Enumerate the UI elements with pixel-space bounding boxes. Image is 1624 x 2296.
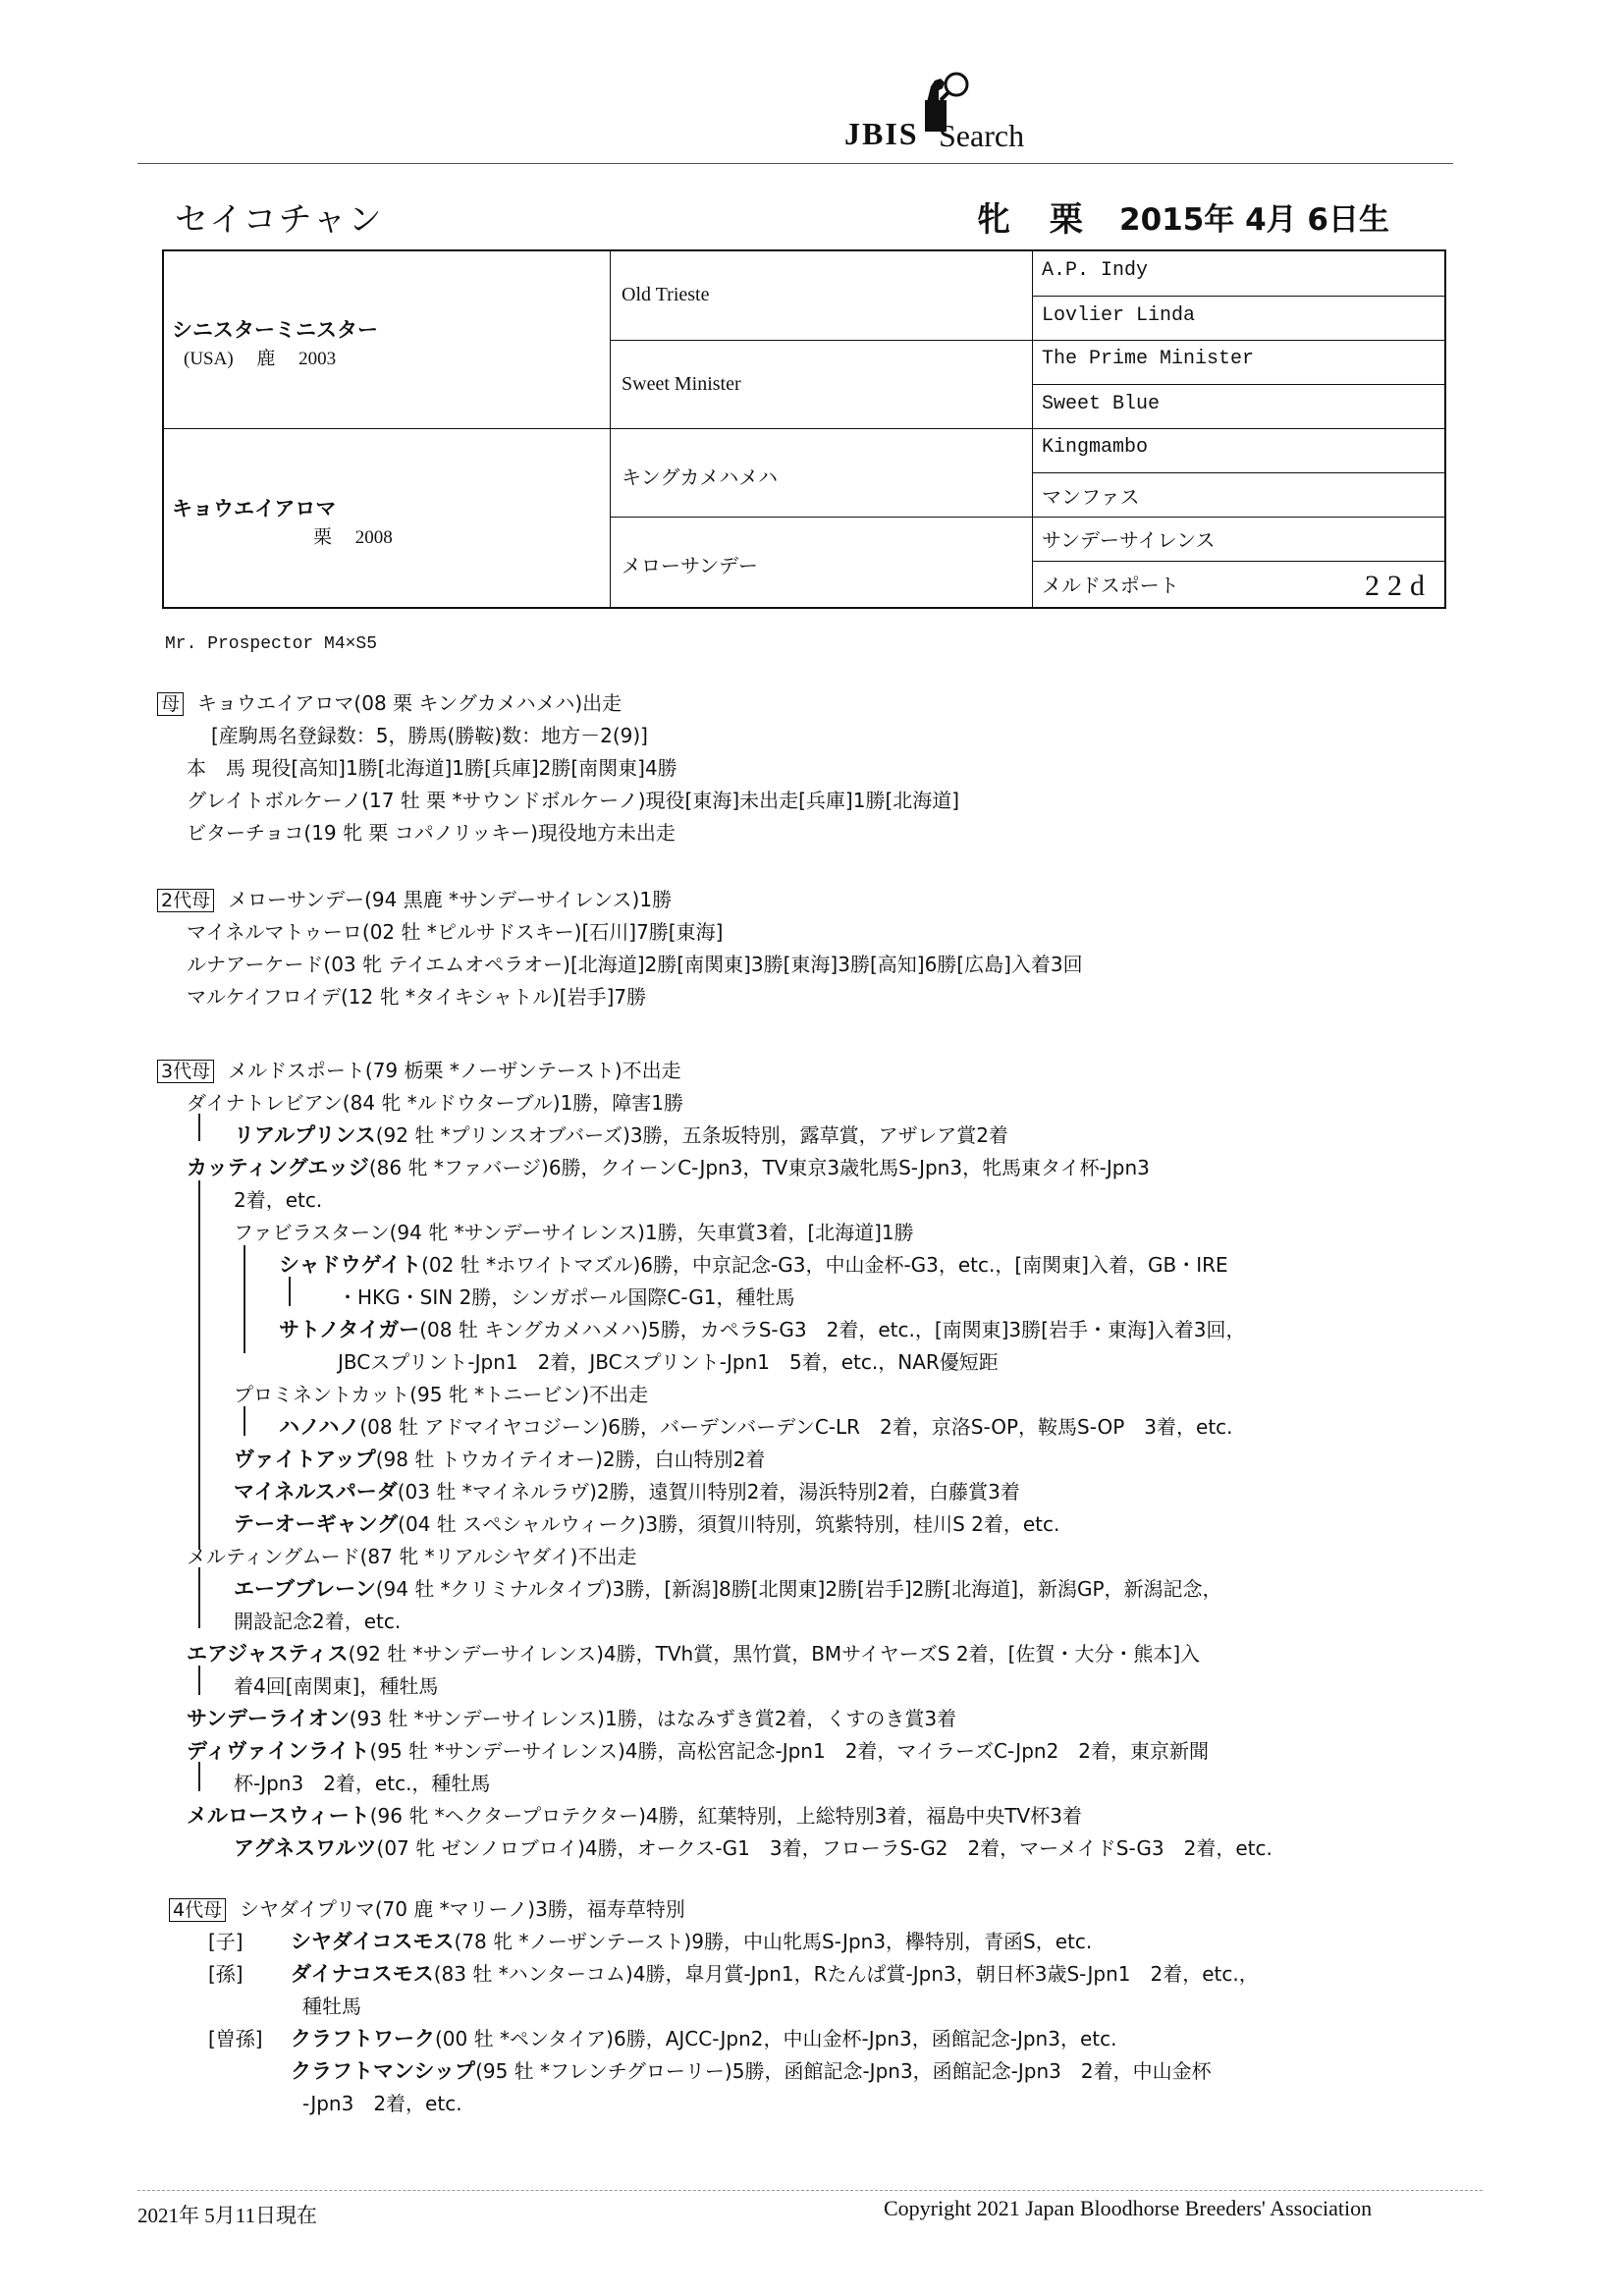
- pedigree-table: [162, 249, 1446, 609]
- section-dam3-line: メルドスポート(79 栃栗 *ノーザンテースト)不出走: [228, 1059, 681, 1082]
- section-dam3-entry: テーオーギャング(04 牡 スペシャルウィーク)3勝，須賀川特別，筑紫特別，桂川S 2着，etc.: [234, 1512, 1060, 1536]
- horse-link[interactable]: ダイナコスモス: [291, 1962, 434, 1986]
- pedigree-code: 22d: [1365, 570, 1433, 602]
- great-grandparent-1[interactable]: A.P. Indy: [1042, 259, 1149, 282]
- section-tag-dam3: 3代母: [157, 1060, 214, 1083]
- great-grandparent-4[interactable]: Sweet Blue: [1042, 393, 1161, 415]
- dam-cell[interactable]: [172, 493, 393, 549]
- section-dam3-line: ダイナトレビアン(84 牝 *ルドウターブル)1勝，障害1勝: [187, 1091, 684, 1115]
- section-dam3-line: JBCスプリント-Jpn1 2着，JBCスプリント-Jpn1 5着，etc.，NAR優短距: [338, 1350, 999, 1374]
- horse-link[interactable]: アグネスワルツ: [234, 1836, 377, 1860]
- grandparent-3[interactable]: キングカメハメハ: [622, 465, 778, 489]
- horse-name: セイコチャン: [175, 200, 384, 240]
- great-grandparent-8[interactable]: メルドスポート: [1042, 574, 1179, 597]
- section-dam3-line: ・HKG・SIN 2勝，シンガポール国際C-G1，種牡馬: [338, 1285, 795, 1309]
- section-dam-line: [産駒馬名登録数：5，勝馬(勝鞍)数：地方－2(9)]: [211, 724, 648, 747]
- grandparent-2[interactable]: Sweet Minister: [622, 373, 741, 395]
- sire-name: シニスターミニスター: [172, 318, 378, 342]
- horse-link[interactable]: テーオーギャング: [234, 1512, 399, 1536]
- footer-divider: [137, 2190, 1483, 2191]
- section-dam3-entry: ヴァイトアップ(98 牡 トウカイテイオー)2勝，白山特別2着: [234, 1448, 766, 1471]
- section-dam-line: グレイトボルケーノ(17 牡 栗 *サウンドボルケーノ)現役[東海]未出走[兵庫]1勝[北海道]: [187, 789, 960, 812]
- section-dam4-entry: [子] シヤダイコスモス(78 牝 *ノーザンテースト)9勝，中山牝馬S-Jpn3，欅特別，青函S，etc.: [208, 1930, 1093, 1953]
- header-divider: [137, 163, 1453, 164]
- section-dam3-entry: エーブブレーン(94 牡 *クリミナルタイプ)3勝，[新潟]8勝[北関東]2勝[岩手]2勝[北海道]，新潟GP，新潟記念，: [234, 1577, 1222, 1601]
- section-dam4-line: シヤダイプリマ(70 鹿 *マリーノ)3勝，福寿草特別: [240, 1897, 685, 1921]
- section-dam3-entry: サトノタイガー(08 牡 キングカメハメハ)5勝，カペラS-G3 2着，etc.，[南関東]3勝[岩手・東海]入着3回，: [279, 1318, 1246, 1341]
- logo-search-text: Search: [939, 118, 1025, 153]
- section-dam2-line: メローサンデー(94 黒鹿 *サンデーサイレンス)1勝: [228, 888, 673, 911]
- horse-link[interactable]: リアルプリンス: [234, 1123, 376, 1147]
- section-dam3-entry: エアジャスティス(92 牡 *サンデーサイレンス)4勝，TVh賞，黒竹賞，BMサイヤーズS 2着，[佐賀・大分・熊本]入: [187, 1642, 1201, 1666]
- section-dam4-entry: [曽孫] クラフトワーク(00 牡 *ペンタイア)6勝，AJCC-Jpn2，中山金杯-Jpn3，函館記念-Jpn3，etc.: [208, 2027, 1117, 2050]
- horse-link[interactable]: クラフトワーク: [291, 2027, 435, 2050]
- section-dam2-line: マイネルマトゥーロ(02 牡 *ピルサドスキー)[石川]7勝[東海]: [187, 920, 724, 944]
- great-grandparent-6[interactable]: マンファス: [1042, 485, 1140, 509]
- section-tag-dam2: 2代母: [157, 889, 214, 912]
- sire-details: (USA) 鹿 2003: [184, 349, 337, 369]
- horse-sex-color: 牝 栗: [977, 200, 1097, 240]
- grandparent-1[interactable]: Old Trieste: [622, 284, 710, 305]
- horse-link[interactable]: カッティングエッジ: [187, 1156, 369, 1179]
- great-grandparent-3[interactable]: The Prime Minister: [1042, 348, 1255, 370]
- sire-cell[interactable]: [172, 314, 378, 370]
- horse-link[interactable]: ディヴァインライト: [187, 1739, 370, 1763]
- section-dam3-entry: ディヴァインライト(95 牡 *サンデーサイレンス)4勝，高松宮記念-Jpn1 2着，マイラーズC-Jpn2 2着，東京新聞: [187, 1739, 1210, 1763]
- section-dam3-line: 杯-Jpn3 2着，etc.，種牡馬: [234, 1772, 491, 1795]
- section-dam3-line: ファビラスターン(94 牝 *サンデーサイレンス)1勝，矢車賞3着，[北海道]1勝: [234, 1221, 914, 1244]
- section-dam3-entry: リアルプリンス(92 牡 *プリンスオブバーズ)3勝，五条坂特別，露草賞，アザレア賞2着: [234, 1123, 1008, 1147]
- dam-details: 栗 2008: [313, 527, 393, 548]
- section-dam3-line: 2着，etc.: [234, 1188, 323, 1212]
- section-dam-line: ビターチョコ(19 牝 栗 コパノリッキー)現役地方未出走: [187, 821, 676, 845]
- section-dam: [157, 687, 1453, 845]
- section-dam3-line: プロミネントカット(95 牝 *トニービン)不出走: [234, 1383, 649, 1406]
- section-dam3-entry: サンデーライオン(93 牡 *サンデーサイレンス)1勝，はなみずき賞2着，くすのき賞3着: [187, 1707, 957, 1730]
- page-header: [137, 59, 1453, 167]
- section-dam3-line: 開設記念2着，etc.: [234, 1610, 402, 1633]
- horse-link[interactable]: エーブブレーン: [234, 1577, 376, 1601]
- great-grandparent-2[interactable]: Lovlier Linda: [1042, 304, 1196, 327]
- horse-link[interactable]: シヤダイコスモス: [291, 1930, 455, 1953]
- section-tag-dam: 母: [157, 692, 184, 716]
- section-dam-line: キョウエイアロマ(08 栗 キングカメハメハ)出走: [197, 691, 623, 715]
- horse-link[interactable]: シャドウゲイト: [279, 1253, 422, 1277]
- as-of-date: 2021年 5月11日現在: [137, 2204, 317, 2227]
- section-dam3-entry: メルロースウィート(96 牝 *ヘクタープロテクター)4勝，紅葉特別，上総特別3着，福島中央TV杯3着: [187, 1804, 1082, 1828]
- section-dam4-entry: クラフトマンシップ(95 牡 *フレンチグローリー)5勝，函館記念-Jpn3，函館記念-Jpn3 2着，中山金杯: [291, 2059, 1212, 2083]
- section-dam4-entry: [孫] ダイナコスモス(83 牡 *ハンターコム)4勝，皐月賞-Jpn1，Rたんぱ賞-Jpn3，朝日杯3歳S-Jpn1 2着，etc.，: [208, 1962, 1259, 1986]
- section-dam3-line: 着4回[南関東]，種牡馬: [234, 1674, 439, 1698]
- copyright-notice: Copyright 2021 Japan Bloodhorse Breeders' Association: [884, 2196, 1373, 2220]
- section-dam3-entry: アグネスワルツ(07 牝 ゼンノロブロイ)4勝，オークス-G1 3着，フローラS-G2 2着，マーメイドS-G3 2着，etc.: [234, 1836, 1272, 1860]
- section-dam4-line: -Jpn3 2着，etc.: [302, 2092, 462, 2115]
- horse-link[interactable]: エアジャスティス: [187, 1642, 349, 1666]
- inbreeding-note: Mr. Prospector M4×S5: [165, 634, 378, 654]
- section-dam3-line: メルティングムード(87 牝 *リアルシヤダイ)不出走: [187, 1545, 637, 1568]
- horse-link[interactable]: マイネルスパーダ: [234, 1480, 398, 1503]
- horse-link[interactable]: サトノタイガー: [279, 1318, 420, 1341]
- horse-link[interactable]: クラフトマンシップ: [291, 2059, 476, 2083]
- section-dam3-entry: ハノハノ(08 牡 アドマイヤコジーン)6勝，バーデンバーデンC-LR 2着，京洛S-OP，鞍馬S-OP 3着，etc.: [279, 1415, 1233, 1439]
- section-dam3-entry: シャドウゲイト(02 牡 *ホワイトマズル)6勝，中京記念-G3，中山金杯-G3，etc.，[南関東]入着，GB・IRE: [279, 1253, 1228, 1277]
- horse-birthdate: 2015年 4月 6日生: [1119, 202, 1390, 238]
- section-dam3-entry: マイネルスパーダ(03 牡 *マイネルラヴ)2勝，遠賀川特別2着，湯浜特別2着，白藤賞3着: [234, 1480, 1020, 1503]
- great-grandparent-5[interactable]: Kingmambo: [1042, 436, 1149, 459]
- section-dam2-line: ルナアーケード(03 牝 テイエムオペラオー)[北海道]2勝[南関東]3勝[東海]3勝[高知]6勝[広島]入着3回: [187, 953, 1083, 976]
- horse-link[interactable]: ハノハノ: [279, 1415, 360, 1439]
- dam-name: キョウエイアロマ: [172, 497, 337, 520]
- section-dam-line: 本 馬 現役[高知]1勝[北海道]1勝[兵庫]2勝[南関東]4勝: [187, 756, 677, 780]
- horse-link[interactable]: メルロースウィート: [187, 1804, 370, 1828]
- section-dam2-line: マルケイフロイデ(12 牝 *タイキシャトル)[岩手]7勝: [187, 985, 647, 1009]
- section-dam3-entry: カッティングエッジ(86 牝 *ファバージ)6勝，クイーンC-Jpn3，TV東京3歳牝馬S-Jpn3，牝馬東タイ杯-Jpn3: [187, 1156, 1150, 1179]
- section-dam3: [157, 1055, 1453, 1860]
- great-grandparent-7[interactable]: サンデーサイレンス: [1042, 528, 1216, 552]
- grandparent-4[interactable]: メローサンデー: [622, 554, 758, 577]
- horse-link[interactable]: サンデーライオン: [187, 1707, 350, 1730]
- section-tag-dam4: 4代母: [169, 1898, 226, 1922]
- horse-link[interactable]: ヴァイトアップ: [234, 1448, 376, 1471]
- section-dam4-line: 種牡馬: [302, 1995, 361, 2018]
- section-dam2: [157, 884, 1453, 1021]
- logo-jbis-text: JBIS: [844, 116, 919, 151]
- section-dam4: [157, 1893, 1453, 2129]
